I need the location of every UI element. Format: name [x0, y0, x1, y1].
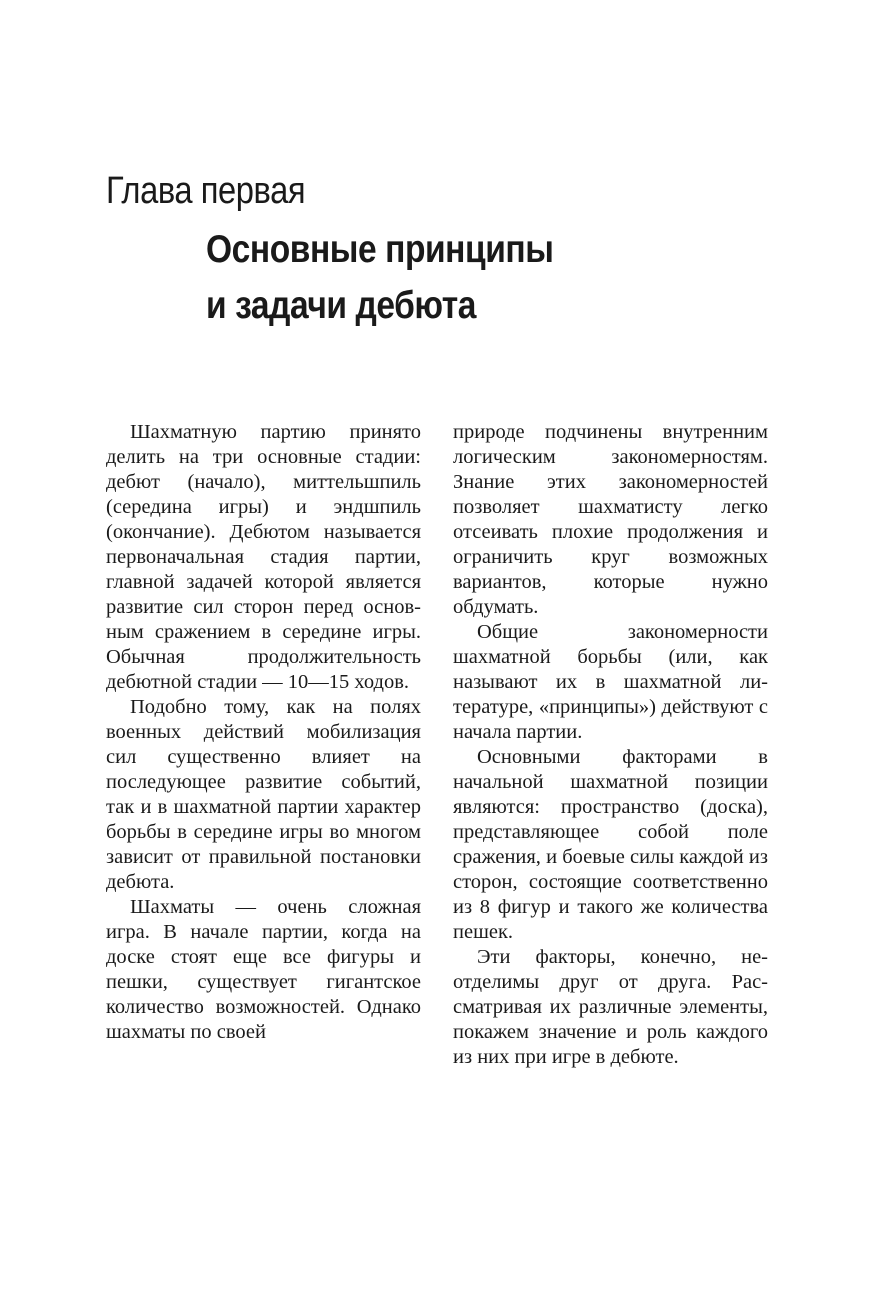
- paragraph: Шахматы — очень сложная игра. В начале партии, когда на доске стоят еще все фигуры и пешки, существует гигантское количество возможностей. Однако шахматы по своей: [106, 896, 421, 1043]
- chapter-title-line-1: Основные принципы: [206, 228, 554, 271]
- chapter-title-line-2: и задачи дебюта: [206, 284, 476, 327]
- paragraph: Общие закономерности шахматной борьбы (или, как называют их в шахматной литературе, «принципы») действуют с начала партии.: [453, 621, 768, 743]
- chapter-label: Глава первая: [106, 170, 306, 212]
- paragraph: Подобно тому, как на полях военных действий мобилизация сил существенно влияет на последующее развитие событий, так и в шахматной партии характер борьбы в середине игры во многом зависит от правильной постановки дебюта.: [106, 696, 421, 893]
- chapter-title: [206, 222, 553, 334]
- paragraph: Шахматную партию принято делить на три основные стадии: дебют (начало), миттельшпиль (середина игры) и эндшпиль (окончание). Дебютом называется первоначальная стадия партии, главной задачей которой является развитие сил сторон перед основным сражением в середине игры. Обычная продолжительность дебютной стадии — 10—15 ходов.: [106, 421, 421, 693]
- paragraph: Эти факторы, конечно, неотделимы друг от друга. Рассматривая их различные элементы, покажем значение и роль каждого из них при игре в дебюте.: [453, 946, 768, 1068]
- paragraph-continued: природе подчинены внутренним логическим закономерностям. Знание этих закономерностей позволяет шахматисту легко отсеивать плохие продолжения и ограничить круг возможных вариантов, которые нужно обдумать.: [453, 421, 768, 618]
- right-text-column: [453, 420, 768, 1070]
- paragraph: Основными факторами в начальной шахматной позиции являются: пространство (доска), представляющее собой поле сражения, и боевые силы каждой из сторон, состоящие соответственно из 8 фигур и такого же количества пешек.: [453, 746, 768, 943]
- left-text-column: [106, 420, 421, 1045]
